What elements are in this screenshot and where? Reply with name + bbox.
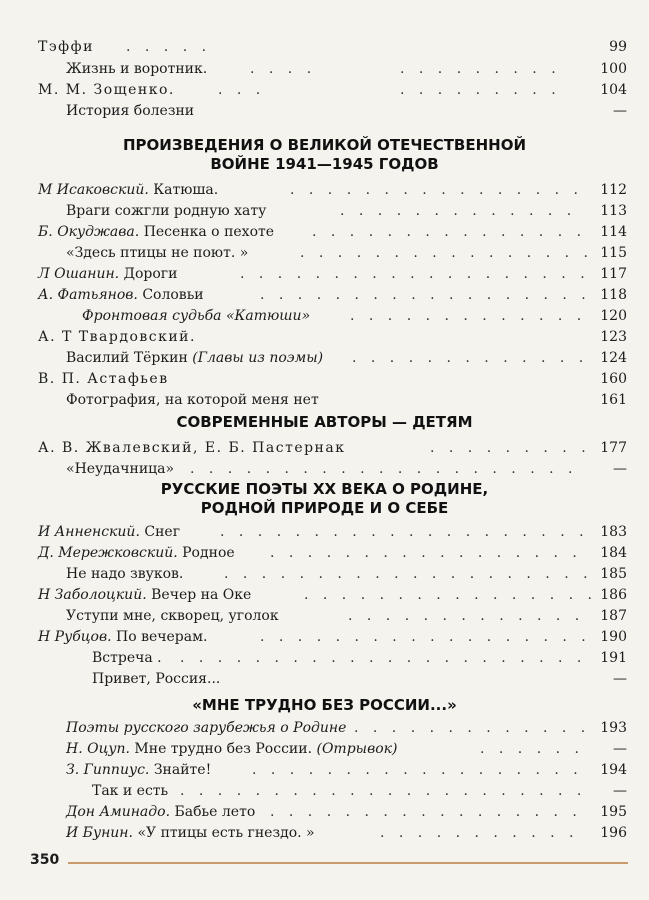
page-number: 161 xyxy=(600,392,627,408)
toc-entry xyxy=(0,459,649,479)
dot-leader: . . . . . . . . . . . . . . . . . . xyxy=(260,287,591,303)
toc-entry xyxy=(0,180,649,200)
dot-leader: . . . . . . . . . . . . . . . . . . . . xyxy=(224,566,593,582)
entry-author: А. Т Твардовский. xyxy=(38,329,196,345)
entry-title: Песенка о пехоте xyxy=(143,224,275,240)
entry-author: И Бунин. xyxy=(66,825,133,841)
page-number: 120 xyxy=(600,308,627,324)
footer-rule xyxy=(68,862,628,864)
toc-entry xyxy=(0,606,649,626)
toc-entry xyxy=(0,37,649,57)
page-number: 100 xyxy=(600,61,627,77)
dot-leader: . . . . . . . . . xyxy=(400,61,561,77)
entry-author: Дон Аминадо. xyxy=(66,804,171,820)
entry-title: «У птицы есть гнездо. » xyxy=(137,825,315,841)
entry-title: Катюша. xyxy=(153,182,219,198)
page-number: 115 xyxy=(600,245,627,261)
dot-leader: . . . . . . . . . . . . . xyxy=(340,203,577,219)
entry-author: В. П. Астафьев xyxy=(38,371,169,387)
toc-entry xyxy=(0,348,649,368)
dot-leader: . . . . . . xyxy=(480,741,584,757)
page-number: 193 xyxy=(600,720,627,736)
page-number: 114 xyxy=(600,224,627,240)
toc-entry xyxy=(0,564,649,584)
entry-note: (Главы из поэмы) xyxy=(192,350,324,366)
toc-entry xyxy=(0,438,649,458)
dot-leader: . . . . . . . . . . . . . xyxy=(354,720,591,736)
page-number: 124 xyxy=(600,350,627,366)
page-number: 185 xyxy=(600,566,627,582)
dot-leader: . . . . . . . . . . . . . xyxy=(350,308,587,324)
entry-author: Н. Оцуп. xyxy=(66,741,130,757)
entry-title: История болезни xyxy=(66,103,195,119)
entry-title: Мне трудно без России. xyxy=(134,741,313,757)
entry-title: Привет, Россия... xyxy=(92,671,221,687)
page-number: 194 xyxy=(600,762,627,778)
dot-leader: . . . . . . . . . . . . . . . . . . . xyxy=(240,266,590,282)
dot-leader: . . . . . . . . . . . . . . . . . xyxy=(270,545,582,561)
entry-author: Н Заболоцкий. xyxy=(38,587,147,603)
page-number: — xyxy=(613,741,627,757)
page-number: 177 xyxy=(600,440,627,456)
dot-leader: . . . . . . . . . . . . . . . . . . xyxy=(260,629,591,645)
dot-leader: . . . . . . . . . . . . . . . . . . . . . xyxy=(190,461,578,477)
dot-leader: . . . . . . . . . . . xyxy=(380,825,579,841)
toc-entry xyxy=(0,739,649,759)
dot-leader: . . . . . . . . . . . . . xyxy=(352,350,589,366)
dot-leader: . . . . . . . . . . . . . . . . . . . . . . xyxy=(180,650,587,666)
page-number: 186 xyxy=(600,587,627,603)
toc-entry xyxy=(0,585,649,605)
entry-title: Фронтовая судьба «Катюши» xyxy=(82,308,311,324)
toc-entry xyxy=(0,222,649,242)
page-number: — xyxy=(613,103,627,119)
entry-author: Д. Мережковский. xyxy=(38,545,178,561)
entry-author: Тэффи xyxy=(38,39,94,55)
section-heading: ВОЙНЕ 1941—1945 ГОДОВ xyxy=(210,155,439,173)
entry-author: М. М. Зощенко. xyxy=(38,82,175,98)
toc-entry xyxy=(0,306,649,326)
entry-note: (Отрывок) xyxy=(316,741,398,757)
page-number-footer: 350 xyxy=(30,852,60,868)
dot-leader: . . . . . . . . . xyxy=(400,82,561,98)
section-heading: «МНЕ ТРУДНО БЕЗ РОССИИ...» xyxy=(192,696,457,714)
entry-author: М Исаковский. xyxy=(38,182,149,198)
page-number: 160 xyxy=(600,371,627,387)
page-number: 184 xyxy=(600,545,627,561)
toc-entry xyxy=(0,627,649,647)
page-number: — xyxy=(613,783,627,799)
page-number: 196 xyxy=(600,825,627,841)
entry-title: «Неудачница» xyxy=(66,461,175,477)
entry-title: Дороги xyxy=(123,266,178,282)
toc-entry xyxy=(0,201,649,221)
entry-author: Б. Окуджава. xyxy=(38,224,140,240)
page-number: 123 xyxy=(600,329,627,345)
entry-author: А. В. Жвалевский, Е. Б. Пастернак xyxy=(38,440,346,456)
toc-entry xyxy=(0,243,649,263)
section-heading: РУССКИЕ ПОЭТЫ XX ВЕКА О РОДИНЕ, xyxy=(160,480,489,498)
page-number: 104 xyxy=(600,82,627,98)
toc-entry xyxy=(0,781,649,801)
dot-leader: . . . . . . . . . . . . . . . . . . xyxy=(252,762,583,778)
dot-leader: . . . . . xyxy=(126,39,212,55)
entry-title: Снег xyxy=(144,524,181,540)
dot-leader: . . . . . . . . . xyxy=(430,440,591,456)
toc-entry xyxy=(0,327,649,347)
page-number: 117 xyxy=(600,266,627,282)
entry-title: Бабье лето xyxy=(174,804,256,820)
entry-title: Враги сожгли родную хату xyxy=(66,203,267,219)
dot-leader: . . . xyxy=(218,82,266,98)
entry-author: А. Фатьянов. xyxy=(38,287,138,303)
section-heading: ПРОИЗВЕДЕНИЯ О ВЕЛИКОЙ ОТЕЧЕСТВЕННОЙ xyxy=(122,136,527,154)
dot-leader: . . . . . . . . . . . . . xyxy=(348,608,585,624)
toc-entry xyxy=(0,648,649,668)
page-number: 113 xyxy=(600,203,627,219)
entry-title: Встреча . xyxy=(92,650,162,666)
entry-title: Не надо звуков. xyxy=(66,566,184,582)
toc-entry xyxy=(0,669,649,689)
toc-entry xyxy=(0,264,649,284)
entry-title: Знайте! xyxy=(153,762,212,778)
dot-leader: . . . . . . . . . . . . . . . . . xyxy=(270,804,582,820)
page-number: — xyxy=(613,461,627,477)
toc-entry xyxy=(0,59,649,79)
page-number: 191 xyxy=(600,650,627,666)
entry-title: Соловьи xyxy=(142,287,204,303)
dot-leader: . . . . xyxy=(250,61,317,77)
page-number: 118 xyxy=(600,287,627,303)
toc-entry xyxy=(0,285,649,305)
dot-leader: . . . . . . . . . . . . . . . . xyxy=(304,587,597,603)
dot-leader: . . . . . . . . . . . . . . . xyxy=(312,224,587,240)
toc-entry xyxy=(0,101,649,121)
toc-entry xyxy=(0,522,649,542)
section-heading: СОВРЕМЕННЫЕ АВТОРЫ — ДЕТЯМ xyxy=(176,413,473,431)
entry-title: Фотография, на которой меня нет xyxy=(66,392,319,408)
toc-entry xyxy=(0,823,649,843)
section-heading: РОДНОЙ ПРИРОДЕ И О СЕБЕ xyxy=(200,499,449,517)
dot-leader: . . . . . . . . . . . . . . . . . . . . xyxy=(220,524,589,540)
toc-entry xyxy=(0,802,649,822)
page-number: 190 xyxy=(600,629,627,645)
entry-title: Василий Тёркин xyxy=(66,350,188,366)
dot-leader: . . . . . . . . . . . . . . . . . . . . . . xyxy=(180,783,587,799)
entry-title: По вечерам. xyxy=(116,629,208,645)
page-number: 183 xyxy=(600,524,627,540)
entry-author: Н Рубцов. xyxy=(38,629,112,645)
toc-entry xyxy=(0,80,649,100)
entry-title: Жизнь и воротник. xyxy=(66,61,208,77)
page-number: 112 xyxy=(600,182,627,198)
entry-author: Л Ошанин. xyxy=(38,266,120,282)
entry-title: Поэты русского зарубежья о Родине xyxy=(66,720,347,736)
page-number: 99 xyxy=(609,39,627,55)
entry-title: Так и есть xyxy=(92,783,169,799)
toc-entry xyxy=(0,718,649,738)
toc-entry xyxy=(0,760,649,780)
page-number: 195 xyxy=(600,804,627,820)
dot-leader: . . . . . . . . . . . . . . . . xyxy=(300,245,593,261)
entry-author: З. Гиппиус. xyxy=(66,762,150,778)
entry-author: И Анненский. xyxy=(38,524,140,540)
entry-title: Вечер на Оке xyxy=(151,587,252,603)
page-number: — xyxy=(613,671,627,687)
toc-entry xyxy=(0,543,649,563)
page-number: 187 xyxy=(600,608,627,624)
dot-leader: . . . . . . . . . . . . . . . . xyxy=(290,182,583,198)
toc-entry xyxy=(0,369,649,389)
entry-title: Уступи мне, скворец, уголок xyxy=(66,608,279,624)
entry-title: Родное xyxy=(182,545,235,561)
entry-title: «Здесь птицы не поют. » xyxy=(66,245,249,261)
toc-entry xyxy=(0,390,649,410)
